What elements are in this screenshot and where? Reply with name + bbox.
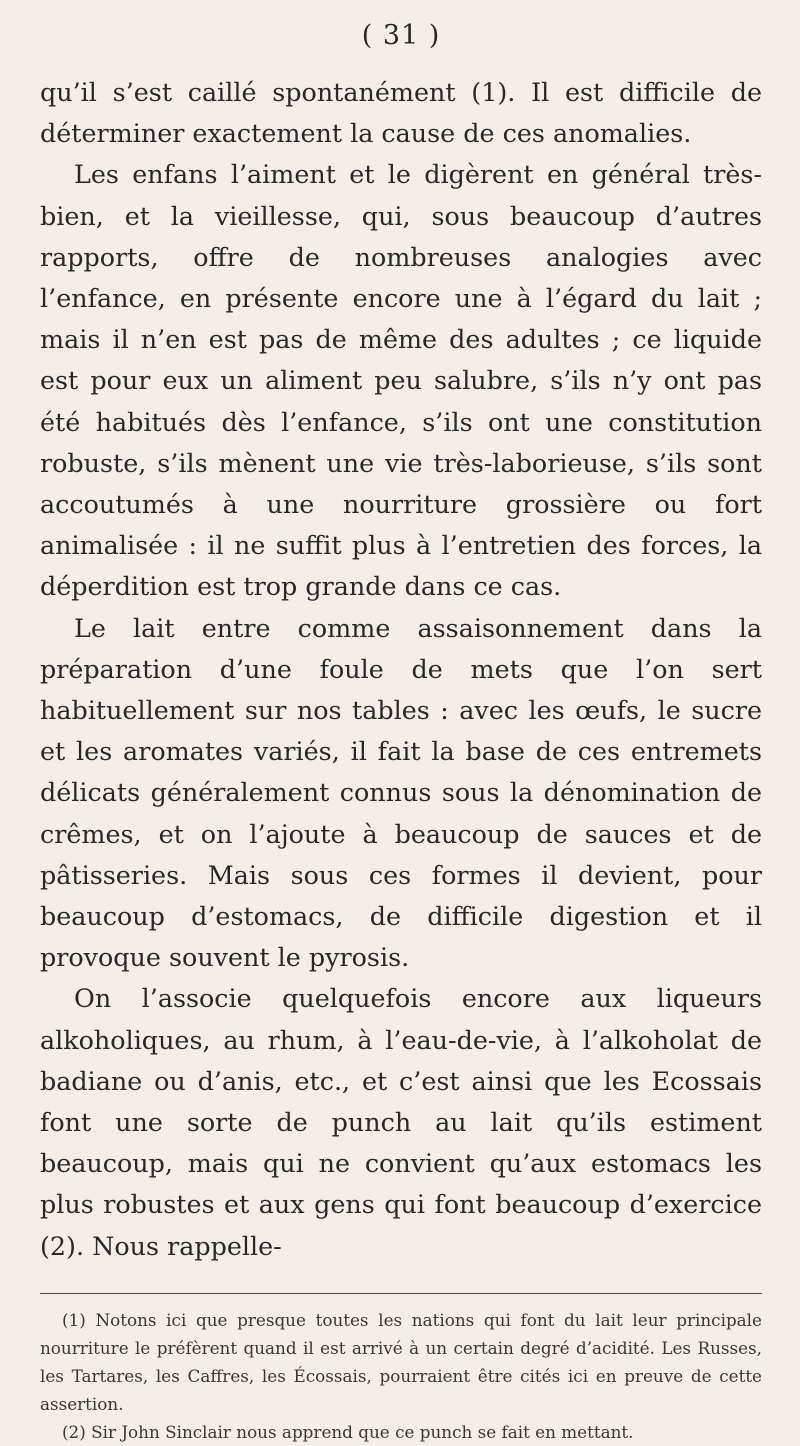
- footnote-2: (2) Sir John Sinclair nous apprend que ce punch se fait en mettant.: [62, 1421, 634, 1442]
- footnotes: [40, 1306, 762, 1446]
- paragraph-4: On l’associe quelquefois encore aux liqueurs alkoholiques, au rhum, à l’eau-de-vie, à l’alkoholat de badiane ou d’anis, etc., et c’est ainsi que les Ecossais font une sorte de punch au lait qu’ils estiment beaucoup, mais qui ne convient qu’aux estomacs les plus robustes et aux gens qui font beaucoup d’exercice (2). Nous rappelle-: [40, 983, 762, 1261]
- footnote-divider: [40, 1293, 762, 1294]
- paragraph-3: Le lait entre comme assaisonnement dans la préparation d’une foule de mets que l’on sert habituellement sur nos tables : avec les œufs, le sucre et les aromates variés, il fait la base de ces entremets délicats généralement connus sous la dénomination de crêmes, et on l’ajoute à beaucoup de sauces et de pâtisseries. Mais sous ces formes il devient, pour beaucoup d’estomacs, de difficile digestion et il provoque souvent le pyrosis.: [40, 612, 762, 973]
- footnote-1: (1) Notons ici que presque toutes les nations qui font du lait leur principale nourriture le préfèrent quand il est arrivé à un certain degré d’acidité. Les Russes, les Tartares, les Caffres, les Écossais, pourraient être cités ici en preuve de cette assertion.: [40, 1309, 762, 1414]
- paragraph-1: qu’il s’est caillé spontanément (1). Il est difficile de déterminer exactement la cause de ces anomalies.: [40, 77, 762, 149]
- main-text: [40, 72, 762, 1267]
- page-number: ( 31 ): [361, 20, 441, 51]
- paragraph-2: Les enfans l’aiment et le digèrent en général très-bien, et la vieillesse, qui, sous beaucoup d’autres rapports, offre de nombreuses analogies avec l’enfance, en présente encore une à l’égard du lait ; mais il n’en est pas de même des adultes ; ce liquide est pour eux un aliment peu salubre, s’ils n’y ont pas été habitués dès l’enfance, s’ils ont une constitution robuste, s’ils mènent une vie très-laborieuse, s’ils sont accoutumés à une nourriture grossière ou fort animalisée : il ne suffit plus à l’entretien des forces, la déperdition est trop grande dans ce cas.: [40, 159, 762, 602]
